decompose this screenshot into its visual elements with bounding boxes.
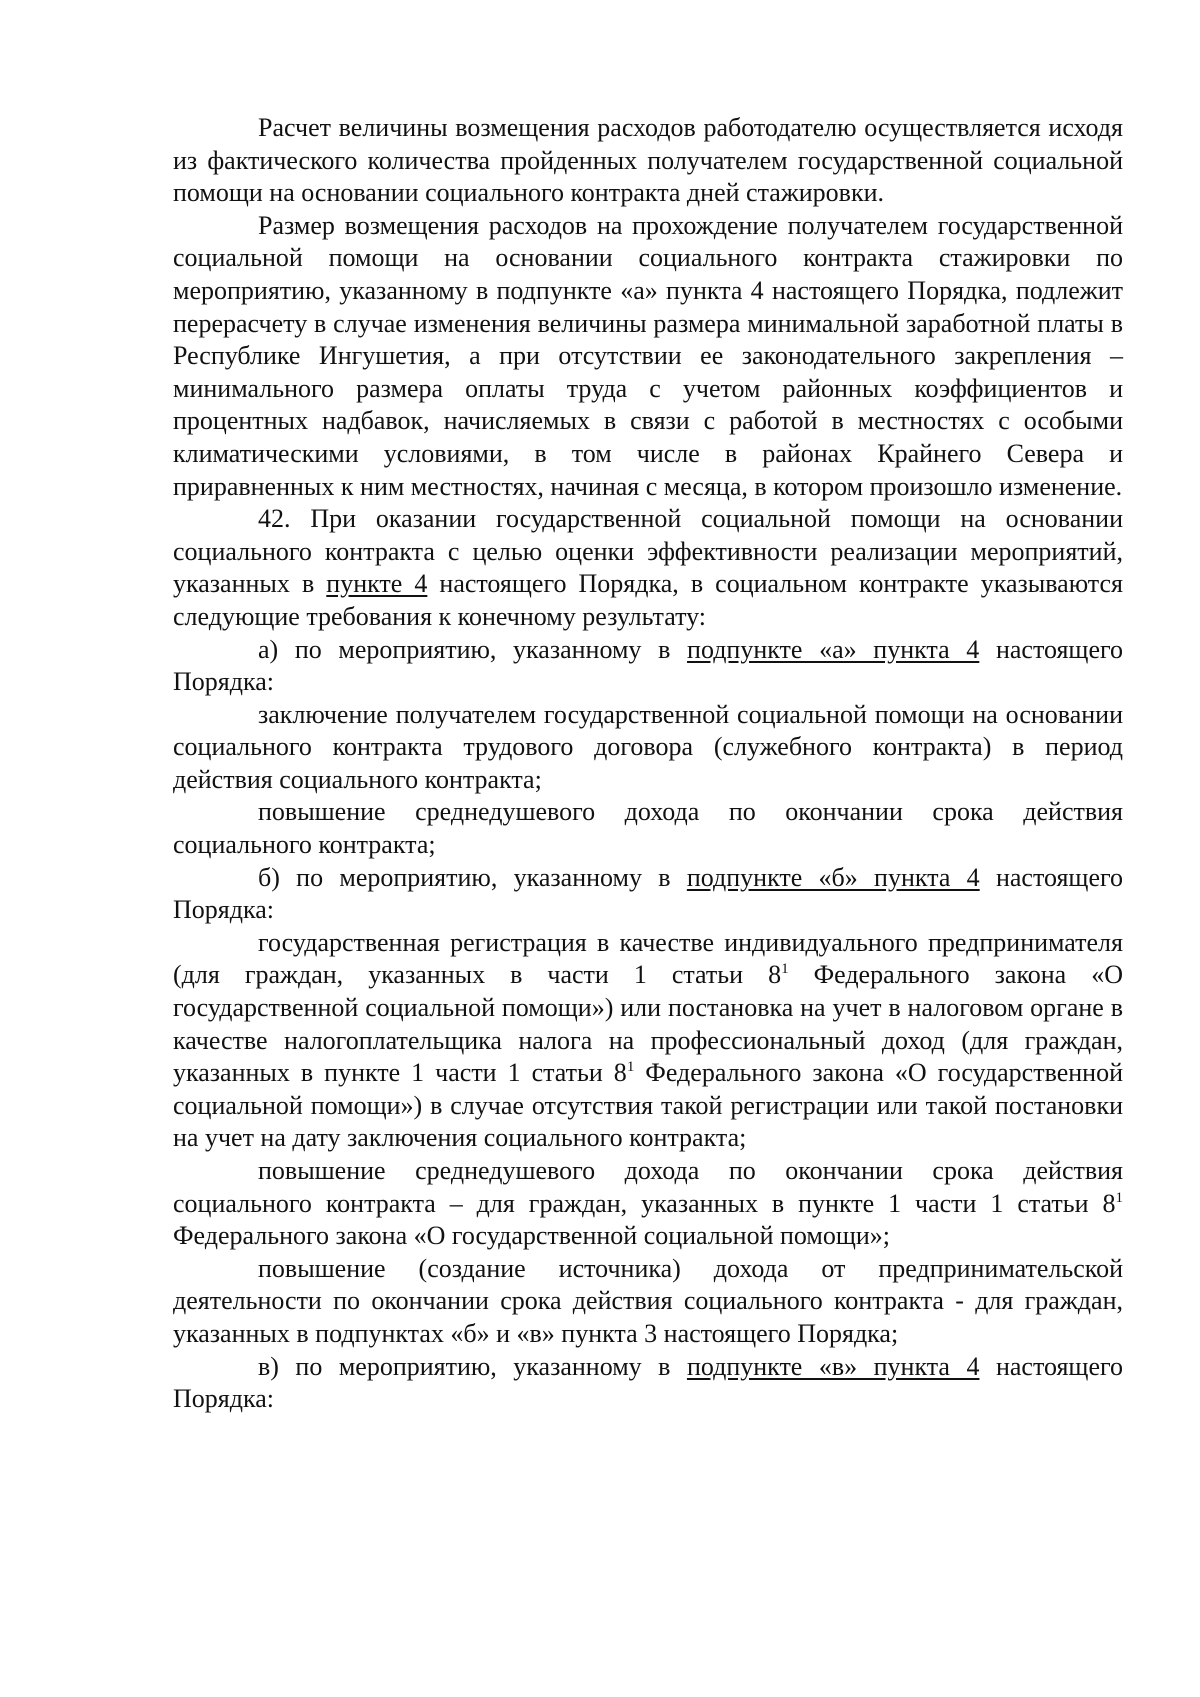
document-page (173, 112, 1123, 1416)
link-punkt-4[interactable]: пункте 4 (326, 569, 428, 599)
text: повышение среднедушевого дохода по окончании срока действия социального контракта – для граждан, указанных в пункте 1 части 1 статьи 8 (173, 1156, 1123, 1218)
text: а) по мероприятию, указанному в (258, 634, 688, 664)
paragraph-state-registration (173, 927, 1123, 1155)
text: государственная регистрация в качестве индивидуального предпринимателя (для граждан, указанных в части 1 статьи 8 (173, 927, 1123, 990)
text: 42. При оказании государственной социальной помощи на основании социального контракта с целью оценки эффективности реализации мероприятий, указанных в (173, 504, 1123, 599)
link-podpunkt-a[interactable]: подпункте «а» пункта 4 (687, 634, 980, 664)
text: б) по мероприятию, указанному в (258, 862, 687, 892)
paragraph-reimbursement-recalculation: Размер возмещения расходов на прохождение получателем государственной социальной помощи на основании социального контракта стажировки по мероприятию, указанному в подпункте «а» пункта 4 настоящего Порядка, подлежит перерасчету в случае изменения величины размера минимальной заработной платы в Республике Ингушетия, а при отсутствии ее законодательного закрепления – минимального размера оплаты труда с учетом районных коэффициентов и процентных надбавок, начисляемых в связи с работой в местностях с особыми климатическими условиями, в том числе в районах Крайнего Севера и приравненных к ним местностях, начиная с месяца, в котором произошло изменение. (173, 210, 1123, 501)
paragraph-employment-contract: заключение получателем государственной социальной помощи на основании социального контракта трудового договора (служебного контракта) в период действия социального контракта; (173, 699, 1123, 794)
text: Федерального закона «О государственной социальной помощи») или постановка на учет в налоговом органе в качестве налогоплательщика налога на профессиональный доход (для граждан, указанных в пункте 1 части 1 статьи 8 (173, 960, 1124, 1088)
text: настоящего Порядка: (173, 1351, 1123, 1414)
link-podpunkt-b[interactable]: подпункте «б» пункта 4 (686, 862, 980, 892)
paragraph-reimbursement-calculation: Расчет величины возмещения расходов работодателю осуществляется исходя из фактического количества пройденных получателем государственной социальной помощи на основании социального контракта дней стажировки. (173, 113, 1123, 208)
text: настоящего Порядка, в социальном контракте указываются следующие требования к конечному результату: (173, 569, 1123, 631)
paragraph-income-increase: повышение среднедушевого дохода по окончании срока действия социального контракта; (173, 797, 1123, 860)
superscript: 1 (626, 1059, 635, 1076)
paragraph-sub-b (173, 862, 1123, 927)
text: в) по мероприятию, указанному в (258, 1351, 687, 1381)
paragraph-sub-v (173, 1351, 1123, 1416)
text: настоящего Порядка: (173, 634, 1124, 697)
paragraph-business-income: повышение (создание источника) дохода от предпринимательской деятельности по окончании срока действия социального контракта - для граждан, указанных в подпунктах «б» и «в» пункта 3 настоящего Порядка; (173, 1253, 1123, 1348)
paragraph-sub-a (173, 634, 1123, 699)
paragraph-income-increase-citizens (173, 1155, 1123, 1253)
text: Федерального закона «О государственной социальной помощи») в случае отсутствия такой регистрации или такой постановки на учет на дату заключения социального контракта; (173, 1058, 1123, 1153)
paragraph-42 (173, 503, 1123, 633)
text: Федерального закона «О государственной социальной помощи»; (173, 1221, 891, 1251)
link-podpunkt-v[interactable]: подпункте «в» пункта 4 (686, 1351, 980, 1381)
text: настоящего Порядка: (173, 862, 1124, 925)
superscript: 1 (781, 961, 789, 978)
superscript: 1 (1115, 1189, 1123, 1206)
